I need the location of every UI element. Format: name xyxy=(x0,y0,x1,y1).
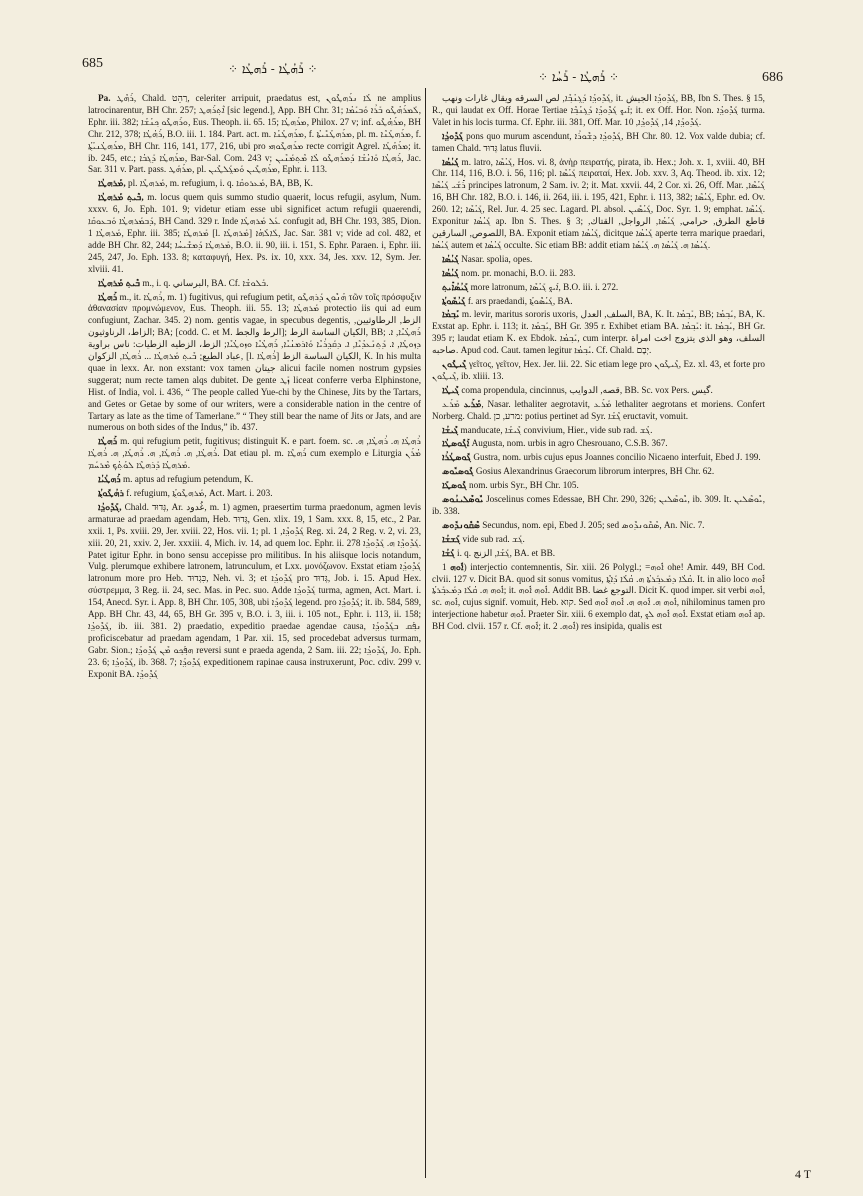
entry-headword: ܓܽܘܣܛܳܪܳܐ xyxy=(442,452,472,463)
entry-headword: ܓܶܝܫܳܐ xyxy=(442,424,459,435)
entry-headword: ܓܽܘܣܝܽܘܣ xyxy=(442,466,474,477)
entry-text: vide sub rad. ܓܰܫ. xyxy=(462,533,525,544)
dictionary-entry xyxy=(432,309,765,357)
column-divider xyxy=(425,88,426,1178)
signature-mark: 4 T xyxy=(795,1167,812,1181)
entry-text: Secundus, nom. epi, Ebed J. 205; sed ܣܶܩܽܘܢܕܽܘܣ, An. Nic. 7. xyxy=(482,519,705,530)
entry-headword: ܓܰܝܳܣܳܐ xyxy=(442,267,459,278)
entry-headword: ܓܰܫܳܐ xyxy=(442,547,455,558)
entry-text: coma propendula, cincinnus, قصه, الدوايب, BB. Sc. vox Pers. گيس. xyxy=(461,384,713,395)
entry-headword: ܓܰܝܳܣܳܐܺܝܬ݂ xyxy=(442,281,469,292)
dictionary-entry xyxy=(432,452,765,464)
entry-headword: ܣܶܩܽܘܢܕܽܘܣ xyxy=(442,519,480,530)
entry-text: m. latro, ܓܰܝܳܣܶܐ, Hos. vi. 8, ἀνὴρ πειρατής, pirata, ib. Hex.; Joh. x. 1, xviii. 40, BH Chr. 114, 116, B.O. i. 56, 116; pl. ܓܰܝܳܣܶܐ πειραταί, Hex. Job. xxv. 3, Aq. Theod. ib. xix. 12; ܪܺܫܰܝ ܓܰܝܳܣܶܐ principes latronum, 2 Sam. iv. 2; it. Mat. xxvii. 44, 2 Cor. xi. 26, Off. Mar. ܓܰܝܳܣܶܐ, 16, BH Chr. 182, B.O. i. 146, ii. 264, iii. i. 195, 421, Ephr. i. 113, 382; ܓܰܝܳܣܶܐ, Ephr. ed. Ov. 260. 12; ܓܰܝܳܣܶܐ, Rel. Jur. 4. 25 sec. Lagard. Pl. absol. ܓܰܝܳܣܺܝܢ, Doc. Syr. 1. 9; emphat. ܓܰܝܳܣܶܐ. Exponitur ܓܰܝܳܣܳܐ ap. Ibn S. Thes. § 3; قاطع الطرق, حرامي, ܓܰܝܳܣܳܐ, الرواجل, القتاك, اللصوص, السارقين, BA. Exponit etiam ܓܰܝܳܣܳܐ, dicitque ܓܰܝܳܣܳܐ aperte terra marique praedari, ܓܰܝܳܣܳܐ autem et ܓܰܝܳܣܳܐ occulte. Sic etiam BB: addit etiam ܓܰܝܳܣܳܐ ܗ. ܓܰܝܳܣܳܐ ܗ. ܓܰܝܳܣܳܐ. xyxy=(432,156,765,250)
dictionary-entry xyxy=(432,562,765,633)
entry-headword: ܡܰܪܰܥ xyxy=(463,398,482,409)
entry-headword: ܓܰܕܽܘܕ݂ܳܐ xyxy=(442,130,464,141)
page-number-left: 685 xyxy=(82,56,103,71)
entry-text: f. refugium, ܡܰܪܗܛܽܘܬ݂ܳܐ, Act. Mart. i. 203. xyxy=(126,488,273,498)
entry-text: m. levir, maritus sororis uxoris, السلف, العدل, BA, K. It. ܝܰܒ݂ܡܳܐ, BB; ܝܰܒ݂ܡܳܐ, BA, K. Exstat ap. Ephr. i. 113; it. ܝܰܒ݂ܡܳܐ, BH Gr. 395 r. Exhibet etiam BA. ܝܰܒ݂ܡܳܐ: it. ܝܰܒ݂ܡܳܐ, BH Gr. 395 r; laudat etiam K. ex Ebdok. ܝܰܒ݂ܡܳܐ, cum interpr. السلف، وهو الذي يتزوج اخت امراة صاحبه. Apud cod. Caut. tamen legitur ܝܰܒ݂ܡܳܐ. Cf. Chald. יְבָם. xyxy=(432,309,765,356)
dictionary-entry xyxy=(88,488,421,500)
entry-text: Chald. גְּדוּד, Ar. غُدود, m. 1) agmen, praesertim turma praedonum, agmen levis armaturae ad praedam agendam, Heb. גְּדוּד, Gen. xlix. 19, 1 Sam. xxx. 8, 15, etc., 2 Par. xxii. 1, Ps. xviii. 29, Jer. xviii. 22, Hos. vii. 1; pl. ܓܰܕܽܘܕ݂ܶܐ, 1 Reg. xi. 24, 2 Reg. v. 2, vi. 23, xiii. 20, 21, xxiv. 2, Jer. xxxiii. 4, Mich. iv. 14, ad quem loc. Ephr. ii. 278 ܓܰܕܽܘܕ݂ܶܐ ܗ. ܓܰܕܽܘܕ݂ܳܐ. Patet igitur Ephr. in bono sensu accepisse pro militibus. In his aliisque locis notandum, Vulg. plerumque exhibere latronem, latrunculum, et Lxx. μονόζωνον. Exstat etiam ܓܰܕܽܘܕ݂ܳܐ latronum more pro Heb. כִּגְדוּד, Neh. vi. 3; et ܓܰܕܽܘܕ݂ܳܐ pro גְּדוּד, Job. i. 15. Apud Hex. σύστρεμμα, 3 Reg. ii. 24, sec. Mas. in Pec. suo. Adde ܓܰܕܽܘܕ݂ܳܐ turma, agmen, Act. Mart. i. 154, Anecd. Syr. i. App. 8, BH Chr. 105, 308, ubi ܓܰܕܽܘܕ݂ܳܐ legend. pro ܓܰܕܽܘܕ݂ܳܐ; it. ib. 584, 589, App. BH Chr. 43, 44, 65, BH Gr. 395 v, B.O. i. 3, iii. i. 105 not., Ephr. i. 113, ii. 158; ܓܰܕܽܘܕ݂ܳܐ, ib. iii. 381. 2) praedatio, expeditio praedae agendae causa, ܢܦ݂ܰܩ ܒܓܰܕܽܘܕ݂ܳܐ proficiscebatur ad praedam agendam, 1 Par. xii. 15, sed procedebat adversus turmam, Gabr. Sion.; ܗܦ݂ܰܟ݂ܘ ܡܶܢ ܓܰܕܽܘܕ݂ܳܐ reversi sunt e praeda agenda, 2 Sam. iii. 22; ܓܰܕܽܘܕ݂ܳܐ, Jo. Eph. 23. 6; ܓܰܕܽܘܕ݂ܳܐ, ib. 368. 7; ܓܰܕܽܘܕ݂ܳܐ expeditionem rapinae causa instruxerunt, Poc. cdiv. 299 v. Exponit BA. ܓܰܕܽܘܕ݂ܳܐ xyxy=(88,501,421,679)
entry-text: Augusta, nom. urbis in agro Chesrouano, C.S.B. 367. xyxy=(471,438,668,449)
dictionary-entry xyxy=(88,474,421,486)
dictionary-entry xyxy=(88,502,421,681)
entry-text: ܪܰܗܶܛ, Chald. רַהֵט, celeriter arripuit, praedatus est, ܠܳܐ ܢܪܰܗܛܽܘܢ ne amplius latrocinarentur, BH Chr. 257; ܐܶܬ݂ܪܰܗܛ [sic legend.], App. BH Chr. 31; ܠܰܡܪܰܗܳܛܽܘ ܒܰܪܳܐ ܘܰܒܝܰܡܳܐ, Ephr. iii. 382; ܘܪܰܗܛܽܘ ܟ݂ܢܳܫܳܐ, Eus. Theoph. ii. 65. 15; ܡܪܰܗܛܳܐ, Philox. 27 v; inf. ܡܪܰܗܳܛܽܘ, BH Chr. 212, 378; ܪܰܗܳܛܳܐ, B.O. iii. 1. 184. Part. act. m. ܡܪܰܗܛܳܢܳܐ, f. ܡܪܰܗܛܳܢܺܝܬܳܐ, pl. m. ܡܪܰܗܛܳܢܶܐ, f. ܡܪܰܗܛܳܢܝܳܬ݂ܳܐ, BH Chr. 116, 141, 177, 216, ubi pro ܡܪܰܗܛܽܘܗܝ recte corrigit Agrel. ܡܪܰܗܳܛܳܐ; it. ib. 245, etc.; ܡܪܰܗܛܳܐ ܕܰܓܒܳܐ, Bar-Sal. Com. 243 v; ܪܰܗܛܳܐ ܘܰܐܢܳܫܳܐ ܕܰܡܪܰܗܛܽܘ ܠܳܐ ܡܶܬ݂ܡܰܢܶܝܢ, Jac. Sar. 311 v. Part. pass. ܡܪܰܗܰܛ, pl. ܡܪܰܗܛܺܝܢ ܘܰܡܓ݂ܰܠܛܺܝܢ, Ephr. i. 113. xyxy=(88,93,421,175)
entry-headword: ܪܗܳܛܽܘܬ݂ܳܐ xyxy=(98,488,124,498)
entry-headword: ܓܶܝܛܳܐ xyxy=(442,384,460,395)
dictionary-entry xyxy=(88,436,421,472)
entry-text: Gustra, nom. urbis cujus epus Joannes concilio Nicaeno interfuit, Ebed J. 199. xyxy=(473,452,761,463)
dictionary-entry xyxy=(432,548,765,560)
entry-headword: ܪܰܗܛܳܐ xyxy=(98,291,118,302)
entry-text: more latronum, ܐܰܝܟ݂ ܓܰܝܳܣܶܐ, B.O. iii. i. 272. xyxy=(470,281,619,292)
dictionary-entry xyxy=(432,520,765,532)
entry-headword: ܓܰܝܳܣܳܐ xyxy=(442,253,459,264)
entry-text: pons quo murum ascendunt, ܓܰܕܽܘܕ݂ܳܐ ܕܫܽܘܪܳܐ, BH Chr. 80. 12. Vox valde dubia; cf. tamen Chald. גְּדוּד latus fluvii. xyxy=(432,130,765,153)
entry-text: manducate, ܓܶܝܫܳܐ convivium, Hier., vide sub rad. ܓܳܫ. xyxy=(460,424,653,435)
entry-headword: ܡܰܪܗܛܳܐ, xyxy=(98,178,126,189)
running-head-right: ⁘ ܪܰܗܛܳܐ - ܪܰܚܳܐ ⁘ xyxy=(538,70,620,84)
entry-text: Nasar. spolia, opes. xyxy=(461,253,533,264)
entry-text: m., i. q. البرساني, BA. Cf. ܒܰܠܘܫܳܐ. xyxy=(142,277,269,288)
dictionary-entry xyxy=(88,292,421,435)
dictionary-entry xyxy=(88,192,421,275)
entry-text: m. qui refugium petit, fugitivus; distinguit K. e part. foem. sc. ܪܳܗܛܳܐ ܗ. ܪܳܗܛܳܐ, ܗ. ܪܳܗܛܳܐ, ܗ. ܪܳܗܛܳܐ, ܗ. ܪܳܗܛܳܐ, ܗ. ܪܳܗܛܳܐ. Dat etiau pl. m. ܪܰܗܛܶܐ cum exemplo e Liturgia ܡܳܪܰܢ ܡܰܪܗܛܳܐ ܕܰܪܗܛܶܐ ܠܘܳܬ݂ܳܟ݂ ܡܶܪܚܰܡ. xyxy=(88,436,421,471)
right-column xyxy=(432,93,765,1153)
dictionary-entry xyxy=(432,438,765,450)
entry-text: 1) interjectio contemnentis, Sir. xiii. 26 Polygl.; =ܐܽܘܗ ohe! Amir. 449, BH Cod. clvii. 127 v. Dicit BA. quod sit sonus vomitus, ܩܳܠܳܐ ܕܡܰܥܒ݂ܰܪܬܳܐ ܗ. ܩܳܠܳܐ ܕܰܐܬ݂ܶܐ. It. in alio loco ܐܽܘܗ ܐܽܘܗ ܗ. ܩܳܠܳܐ ܕܡܰܥܒ݂ܰܪܬܳܐ; it. ܐܽܘܗ ܐܽܘܗ. Addit BB. التوجع غضا. Dicit K. quod imper. sit verbi ܐܽܘܗ, sc. ܐܽܘܗ, cujus signif. vomuit, Heb. קוא. Sed ܐܽܘܗ ܗ. ܐܽܘܗ ܗ. ܐܽܘܗ ܐܽܘܗ, nihilominus tamen pro interjectione habetur ܐܽܘܗ. Praeter Sir. xiii. 6 exemplo dat, ܐܽܘܗ ܐܽܘܗ ܠܟ݂. Exstat etiam ܐܽܘܗ ap. BH Cod. clvii. 157 r. Cf. ܐܽܘܗ; it. ܐܽܘܗ. 2) res insipida, qualis est xyxy=(432,561,765,632)
page-number-right: 686 xyxy=(762,70,783,85)
dictionary-entry xyxy=(88,178,421,190)
entry-text: nom. pr. monachi, B.O. ii. 283. xyxy=(461,267,576,278)
entry-text: Joscelinus comes Edessae, BH Chr. 290, 326; ܝܽܘܣܶܠܝܢ, ib. 309. It. ܝܽܘܣܶܠܝܢ, ib. 338. xyxy=(432,494,765,516)
entry-headword: ܐܰܓܽܘܣܛܳܐ xyxy=(442,438,470,449)
entry-headword: ܪܰܗܛܳܝܳܐ xyxy=(98,474,121,485)
entry-headword: ܒܶܝܬ݂ ܡܰܪܗܛܳܐ, xyxy=(98,192,144,203)
dictionary-entry xyxy=(88,278,421,290)
entry-text: γεῖτος, γεῖτον, Hex. Jer. lii. 22. Sic etiam lege pro ܓܶܝܛܽܘܢ, Ez. xl. 43, et forte pro ܓܶܝܛܽܘܢ, ib. xliii. 13. xyxy=(432,359,765,381)
entry-text: nom. urbis Syr., BH Chr. 105. xyxy=(469,480,579,491)
left-column xyxy=(88,93,421,1178)
dictionary-entry xyxy=(432,157,765,252)
dictionary-entry xyxy=(432,385,765,397)
entry-headword: ܓܶܝܛܽܘܢ xyxy=(442,359,467,370)
entry-headword: ܓܰܫܫܳܐ xyxy=(442,533,461,544)
running-head-left: ⁘ ܪܰܗܳܛܳܐ - ܪܰܗܛܳܐ ⁘ xyxy=(228,62,318,76)
entry-text: ܡܰܪܰܥ, Nasar. lethaliter aegrotavit, ܡܰܪܰܥ lethaliter aegrotans et moriens. Confert Norberg. Chald. מרע, כן: potius pertinet ad Syr. ܓܶܫܳܐ eructavit, vomuit. xyxy=(432,398,765,421)
dictionary-entry xyxy=(88,93,421,176)
entry-headword: ܪܰܗܛܳܐ xyxy=(98,436,118,447)
entry-headword: ܐܽܘܗ xyxy=(450,561,464,572)
dictionary-entry xyxy=(432,254,765,266)
dictionary-entry xyxy=(432,494,765,518)
dictionary-entry xyxy=(432,268,765,280)
entry-headword: ܓܰܕܽܘܕ݂ܳܐ, xyxy=(98,501,122,512)
entry-headword: ܓܽܘܣܛܰܐ xyxy=(442,480,467,491)
dictionary-entry xyxy=(432,534,765,546)
entry-headword: ܒܶܝܬ݂ ܡܰܪܗܛܳܐ xyxy=(98,277,141,288)
dictionary-entry xyxy=(432,466,765,478)
dictionary-entry xyxy=(432,131,765,155)
dictionary-entry xyxy=(432,359,765,383)
entry-headword: Pa. xyxy=(98,93,111,103)
dictionary-entry xyxy=(432,282,765,294)
entry-text: f. ars praedandi, ܓܰܝܳܣܽܘܬ݂ܳܐ, BA. xyxy=(467,295,573,306)
dictionary-entry xyxy=(432,296,765,308)
dictionary-entry xyxy=(432,480,765,492)
entry-text: pl. ܡܰܪܗܛܶܐ, m. refugium, i. q. ܡܰܥܪܘܩܳܐ, BA, BB, K. xyxy=(128,178,313,189)
entry-headword: ܝܰܒ݂ܡܳܐ xyxy=(442,309,460,320)
dictionary-entry xyxy=(432,399,765,423)
entry-headword: ܓܰܝܳܣܽܘܬ݂ܳܐ xyxy=(442,295,466,306)
entry-text: m. locus quem quis summo studio quaerit, locus refugii, asylum, Num. xxxv. 6, Jo. Eph. 101. 9; videtur etiam esse ubi significet actum refugii quaerendi, ܕܰܒܡܰܪܗܛܳܐ ܘܰܒܥܘܩܳܐ, BH Cand. 329 r. Inde ܥܰܠ ܡܰܪܗܛܳܐ confugit ad, BH Chr. 193, 385, Dion. ܡܰܪܗܛܳܐ 1, Ephr. iii. 385; ܡܰܪܗܛܳܐ [l. ܡܰܪܗܛܳܐ] ܠܰܐܠܳܗܳܐ, Jac. Sar. 381 v; vide ad col. 482, et adde BH Chr. 82, 244; ܡܰܪܗܛܳܐ ܕܰܡܫܺܝܚܳܐ, B.O. ii. 90, iii. i. 151, S. Ephr. Paraen. i, Ephr. iii. 245, 247, Jo. Eph. 133. 8; καταφυγή, Hex. Ps. ix. 10, xxx. 34, Jes. xxv. 12, Sym. Jer. xlviii. 41. xyxy=(88,192,421,274)
entry-text: Gosius Alexandrinus Graecorum librorum interpres, BH Chr. 62. xyxy=(475,466,715,477)
dictionary-entry xyxy=(432,425,765,437)
entry-text: m., it. ܪܳܗܛܳܐ, m. 1) fugitivus, qui refugium petit, ܗܳܢܽܘܢ ܕܰܪܗܛܽܘ τῶν τοῖς πρόσφυξιν ἀθανασίαν προμνώμενον, Eus. Theoph. iii. 55. 13; ܡܰܪܗܛܳܐ protectio iis qui ad eum confugiunt, Zachar. 345. 2) nom. gentis vagae, in specubus degentis, الزط, الرطاوثيين, الزاط، الرناوثيون; BA; [codd. C. et M. الرط والجط]; الكيان الساسة الزط, BB; ܪܰܗܛܳܝܶܐ, ܐ. ܕܙܘܛܳܐ, ܐ. ܕܰܬ݂ܢܰܥܕܳܝܶܐ, ܐ. ܕܩܰܕ݂ܪܳܝܶܐ ܘܰܐܪܡܢܳܝܶܐ, ܪܰܗܛܳܝܶܐ ܘܙܘܛܳܝܶܐ; الزط، الزطيه الزطيات: ناس براوية عباد الطيع; ܒܶܝܬ݂ ܡܰܪܗܛܳܐ ... ܪܳܗܛܳܐ, الزكوان, [l. ܪܳܗܛܳܐ] الكيان الساسة الزط, K. In his multa quae in lexx. Ar. non exstant: vox tamen جيتان alicui facile nomen nostrum gypsies suggerat; num recte tamen alqs dubitet. De gente ܙܰܛ liceat conferre verba Elphinstone, Hist. of India, vol. i. 436, “ The people called Yue-chi by the Chinese, Jits by the Tartars, and Getes or Getae by some of our writers, were a considerable nation in the centre of Tartary as late as the time of Tamerlane.” “ They still bear the name of Jits or Jats, and are numerous on both sides of the Indus,” ib. 437. xyxy=(88,291,421,433)
entry-text: ܓܰܕܽܘܕ݂ܳܐ ܕܰܓ݂ܢܳܒ݂ܶܐ, لص السرقه ويقال غارات ونهب, it. ܓܰܕܽܘܕ݂ܳܐ الجيش, BB, Ibn S. Thes. § 15, R., qui laudat ex Off. Horae Tertiae ܐܰܝܟ݂ ܓܰܕܽܘܕ݂ܳܐ ܕܰܓ݂ܢܳܒ݂ܶܐ; it. ex Off. Hor. Non. ܓܰܕܽܘܕ݂ܳܐ turma. Valet in his locis turma. Cf. Ephr. iii. 381, Off. Mar. ܓܰܕܽܘܕ݂ܳܐ, 14, ܓܰܕܽܘܕ݂ܳܐ, 10. xyxy=(432,93,765,127)
entry-text: m. aptus ad refugium petendum, K. xyxy=(123,474,254,485)
dictionary-entry xyxy=(432,93,765,129)
entry-text: i. q. ܓܰܫܳܐ, الزنج, BA. et BB. xyxy=(457,547,556,558)
entry-headword: ܝܽܘܣܶܠܝܢܳܘܣ xyxy=(442,494,484,505)
entry-headword: ܓܰܝܳܣܳܐ xyxy=(442,156,459,167)
